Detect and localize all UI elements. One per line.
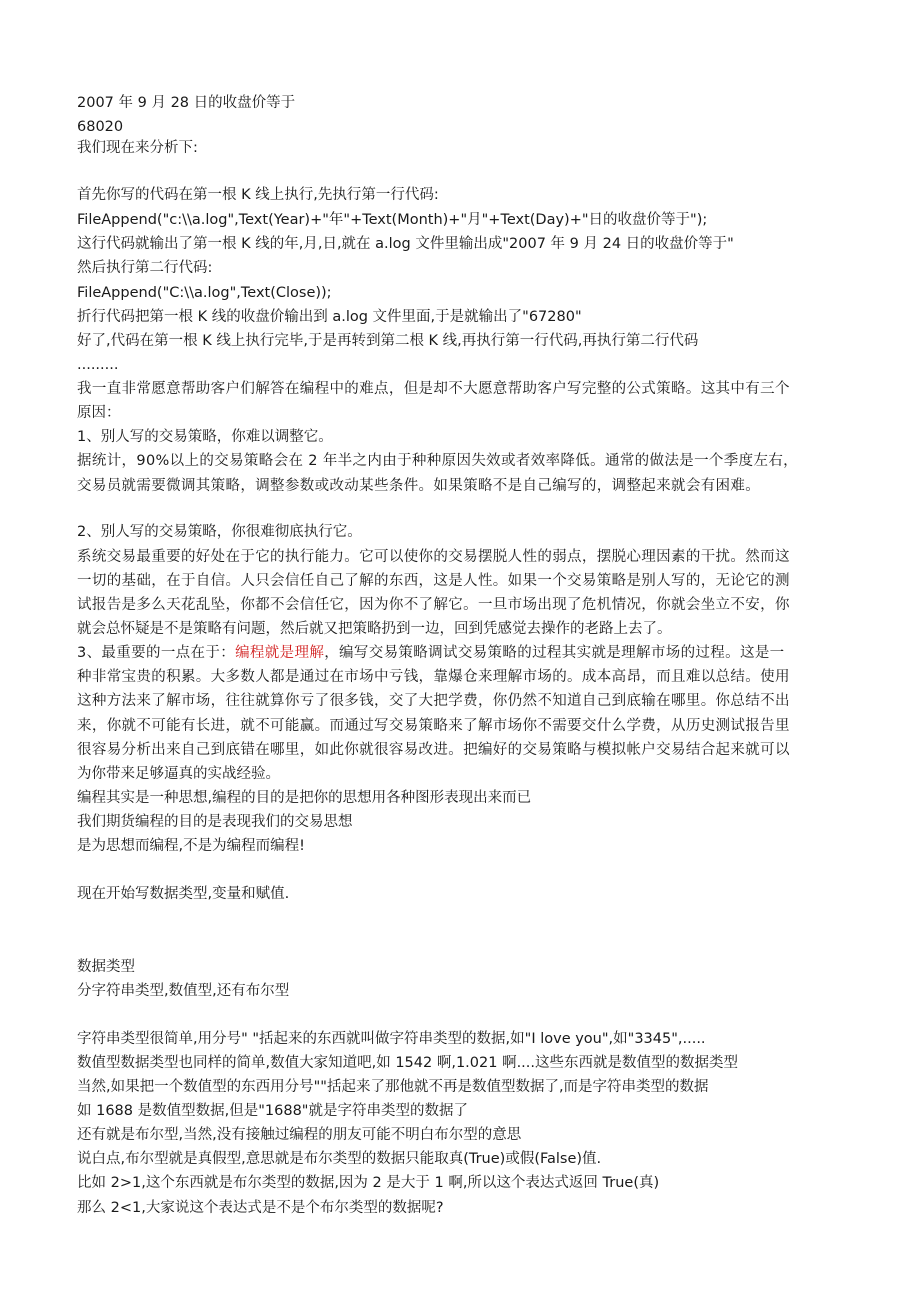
- text-line: 我一直非常愿意帮助客户们解答在编程中的难点，但是却不大愿意帮助客户写完整的公式策略。这其中有三个: [77, 381, 790, 397]
- text-line: 这行代码就输出了第一根 K 线的年,月,日,就在 a.log 文件里输出成"2007 年 9 月 24 日的收盘价等于": [77, 236, 734, 252]
- text-line: 折行代码把第一根 K 线的收盘价输出到 a.log 文件里面,于是就输出了"67280": [77, 309, 582, 325]
- text-line: 我们现在来分析下:: [77, 140, 198, 156]
- text-line: 好了,代码在第一根 K 线上执行完毕,于是再转到第二根 K 线,再执行第一行代码,再执行第二行代码: [77, 333, 699, 349]
- text-line: 当然,如果把一个数值型的东西用分号""括起来了那他就不再是数值型数据了,而是字符串类型的数据: [77, 1079, 709, 1095]
- text-line: 试报告是多么天花乱坠，你都不会信任它，因为你不了解它。一旦市场出现了危机情况，你就会坐立不安，你: [77, 597, 790, 613]
- text-line: 还有就是布尔型,当然,没有接触过编程的朋友可能不明白布尔型的意思: [77, 1127, 522, 1143]
- text-line: 比如 2>1,这个东西就是布尔类型的数据,因为 2 是大于 1 啊,所以这个表达式返回 True(真): [77, 1175, 660, 1191]
- text-segment: 3、最重要的一点在于：: [77, 645, 236, 661]
- text-line: 首先你写的代码在第一根 K 线上执行,先执行第一行代码:: [77, 187, 439, 203]
- text-line: 我们期货编程的目的是表现我们的交易思想: [77, 814, 353, 830]
- text-line: 是为思想而编程,不是为编程而编程!: [77, 838, 305, 854]
- code-line: FileAppend("c:\\a.log",Text(Year)+"年"+Text(Month)+"月"+Text(Day)+"日的收盘价等于");: [77, 212, 708, 228]
- text-line: 很容易分析出来自己到底错在哪里，如此你就很容易改进。把编好的交易策略与模拟帐户交易结合起来就可以: [77, 742, 790, 758]
- text-line: 一切的基础，在于自信。人只会信任自己了解的东西，这是人性。如果一个交易策略是别人写的，无论它的测: [77, 573, 790, 589]
- text-line: 系统交易最重要的好处在于它的执行能力。它可以使你的交易摆脱人性的弱点，摆脱心理因素的干扰。然而这: [77, 549, 790, 565]
- text-line: 据统计，90%以上的交易策略会在 2 年半之内由于种种原因失效或者效率降低。通常的做法是一个季度左右，: [77, 453, 799, 469]
- text-line: 就会总怀疑是不是策略有问题，然后就又把策略扔到一边，回到凭感觉去操作的老路上去了。: [77, 621, 672, 637]
- text-line: 种非常宝贵的积累。大多数人都是通过在市场中亏钱，靠爆仓来理解市场的。成本高昂，而且难以总结。使用: [77, 669, 790, 685]
- highlight-text: 编程就是理解: [235, 645, 325, 661]
- text-line: 为你带来足够逼真的实战经验。: [77, 766, 280, 782]
- section-heading: 数据类型: [77, 959, 135, 975]
- text-line: 这种方法来了解市场，往往就算你亏了很多钱，交了大把学费，你仍然不知道自己到底输在哪里。你总结不出: [77, 693, 790, 709]
- code-line: FileAppend("C:\\a.log",Text(Close));: [77, 285, 332, 301]
- text-line: 字符串类型很简单,用分号" "括起来的东西就叫做字符串类型的数据,如"I love you",如"3345",.....: [77, 1031, 706, 1047]
- text-line: 现在开始写数据类型,变量和赋值.: [77, 886, 290, 902]
- text-segment: ，编写交易策略调试交易策略的过程其实就是理解市场的过程。这是一: [324, 645, 785, 661]
- text-line: 说白点,布尔型就是真假型,意思就是布尔类型的数据只能取真(True)或假(False)值.: [77, 1151, 602, 1167]
- text-line: 那么 2<1,大家说这个表达式是不是个布尔类型的数据呢?: [77, 1200, 444, 1216]
- text-line: 2、别人写的交易策略，你很难彻底执行它。: [77, 524, 362, 540]
- text-line: [77, 644, 785, 662]
- text-line: 1、别人写的交易策略，你难以调整它。: [77, 429, 333, 445]
- text-line: 原因：: [77, 405, 121, 421]
- text-line: 然后执行第二行代码:: [77, 260, 213, 276]
- text-line: 交易员就需要微调其策略，调整参数或改动某些条件。如果策略不是自己编写的，调整起来就会有困难。: [77, 478, 761, 494]
- text-line: 编程其实是一种思想,编程的目的是把你的思想用各种图形表现出来而已: [77, 790, 532, 806]
- text-line: 68020: [77, 119, 124, 135]
- text-line: 分字符串类型,数值型,还有布尔型: [77, 983, 290, 999]
- text-line: 如 1688 是数值型数据,但是"1688"就是字符串类型的数据了: [77, 1103, 468, 1119]
- text-line: 2007 年 9 月 28 日的收盘价等于: [77, 95, 296, 111]
- text-line: .........: [77, 357, 119, 373]
- text-line: 数值型数据类型也同样的简单,数值大家知道吧,如 1542 啊,1.021 啊....这些东西就是数值型的数据类型: [77, 1055, 738, 1071]
- text-line: 来，你就不可能有长进，就不可能赢。而通过写交易策略来了解市场你不需要交什么学费，从历史测试报告里: [77, 718, 790, 734]
